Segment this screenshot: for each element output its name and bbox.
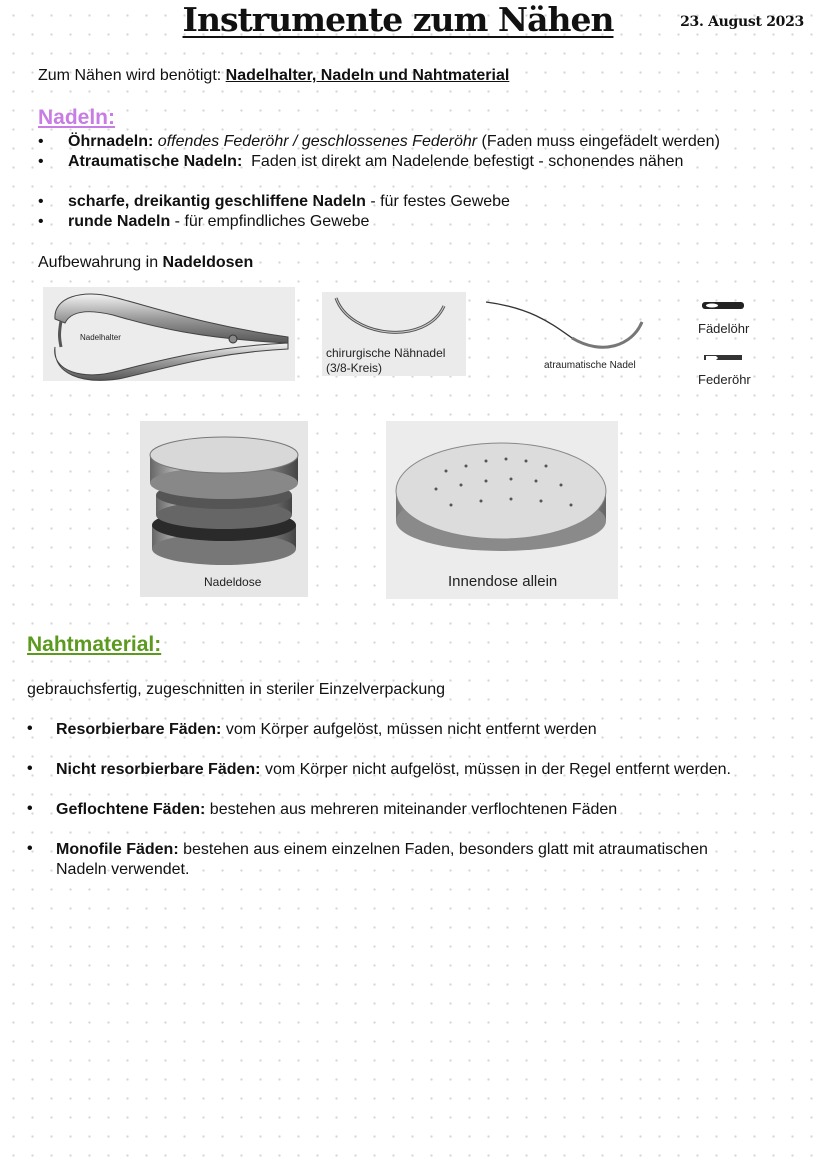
bullet-term: scharfe, dreikantig geschliffene Nadeln — [68, 193, 366, 210]
caption-atraumatic-needle: atraumatische Nadel — [544, 360, 636, 371]
caption-inner-box: Innendose allein — [448, 573, 558, 590]
nadeln-bullet — [38, 192, 510, 212]
bullet-term: runde Nadeln — [68, 213, 171, 230]
bullet-dot: • — [38, 153, 44, 170]
nadeln-bullet — [38, 152, 684, 172]
bullet-text: bestehen aus einem einzelnen Faden, besonders glatt mit atraumatischen — [178, 841, 708, 858]
page-title: Instrumente zum Nähen — [182, 0, 614, 39]
storage-line — [38, 253, 253, 273]
nahtmaterial-intro: gebrauchsfertig, zugeschnitten in steriler Einzelverpackung — [27, 681, 446, 698]
caption-needle-box: Nadeldose — [204, 575, 262, 589]
nadeln-bullet — [38, 132, 720, 152]
atraumatic-needle-image — [482, 294, 662, 376]
nadeln-heading: Nadeln: — [38, 106, 116, 129]
bullet-text: bestehen aus mehreren miteinander verflochtenen Fäden — [205, 801, 618, 818]
needle-box-drawing — [140, 421, 308, 571]
intro-prefix: Zum Nähen wird benötigt: — [38, 67, 226, 84]
bullet-dot: • — [38, 213, 44, 230]
bullet-dot: • — [27, 800, 33, 817]
bullet-italic: offendes Federöhr / geschlossenes Federöhr — [153, 133, 478, 150]
bullet-term: Resorbierbare Fäden: — [56, 721, 222, 738]
naht-bullet — [56, 760, 816, 780]
bullet-text: (Faden muss eingefädelt werden) — [477, 133, 720, 150]
naht-bullet — [56, 800, 816, 820]
bullet-term: Atraumatische Nadeln: — [68, 153, 243, 170]
naht-bullet-continuation: Nadeln verwendet. — [56, 861, 190, 878]
caption-surgical-needle-type: (3/8-Kreis) — [326, 361, 383, 375]
bullet-text: - für festes Gewebe — [365, 193, 510, 210]
bullet-dot: • — [27, 840, 33, 857]
bullet-term: Monofile Fäden: — [56, 841, 179, 858]
eye-types-image — [690, 297, 760, 397]
inner-box-image — [386, 421, 618, 599]
bullet-dot: • — [38, 193, 44, 210]
caption-threading-eye: Fädelöhr — [698, 321, 750, 336]
bullet-dot: • — [38, 133, 44, 150]
bullet-dot: • — [27, 760, 33, 777]
needle-holder-image — [43, 287, 295, 381]
intro-line — [38, 66, 509, 86]
spring-eye-drawing — [690, 349, 760, 369]
bullet-term: Geflochtene Fäden: — [56, 801, 206, 818]
needle-box-image — [140, 421, 308, 597]
naht-bullet — [56, 720, 816, 740]
atraumatic-needle-drawing — [482, 294, 662, 354]
storage-bold: Nadeldosen — [162, 254, 254, 271]
inner-box-drawing — [386, 421, 618, 571]
bullet-term: Nicht resorbierbare Fäden: — [56, 761, 261, 778]
bullet-text: vom Körper aufgelöst, müssen nicht entfernt werden — [221, 721, 597, 738]
page-date: 23. August 2023 — [680, 14, 804, 30]
surgical-needle-drawing — [322, 292, 466, 348]
storage-prefix: Aufbewahrung in — [38, 254, 163, 271]
caption-needle-holder: Nadelhalter — [80, 333, 121, 342]
naht-bullet — [56, 840, 816, 860]
nadeln-bullet — [38, 212, 370, 232]
bullet-dot: • — [27, 720, 33, 737]
caption-spring-eye: Federöhr — [698, 372, 751, 387]
intro-items: Nadelhalter, Nadeln und Nahtmaterial — [225, 67, 510, 84]
bullet-text: Faden ist direkt am Nadelende befestigt - schonendes nähen — [242, 153, 684, 170]
surgical-needle-image — [322, 292, 466, 376]
caption-surgical-needle: chirurgische Nähnadel — [326, 346, 446, 360]
nahtmaterial-heading: Nahtmaterial: — [27, 633, 162, 656]
bullet-term: Öhrnadeln: — [68, 133, 154, 150]
bullet-text: vom Körper nicht aufgelöst, müssen in der Regel entfernt werden. — [260, 761, 731, 778]
bullet-text: - für empfindliches Gewebe — [170, 213, 370, 230]
threading-eye-drawing — [690, 297, 760, 317]
